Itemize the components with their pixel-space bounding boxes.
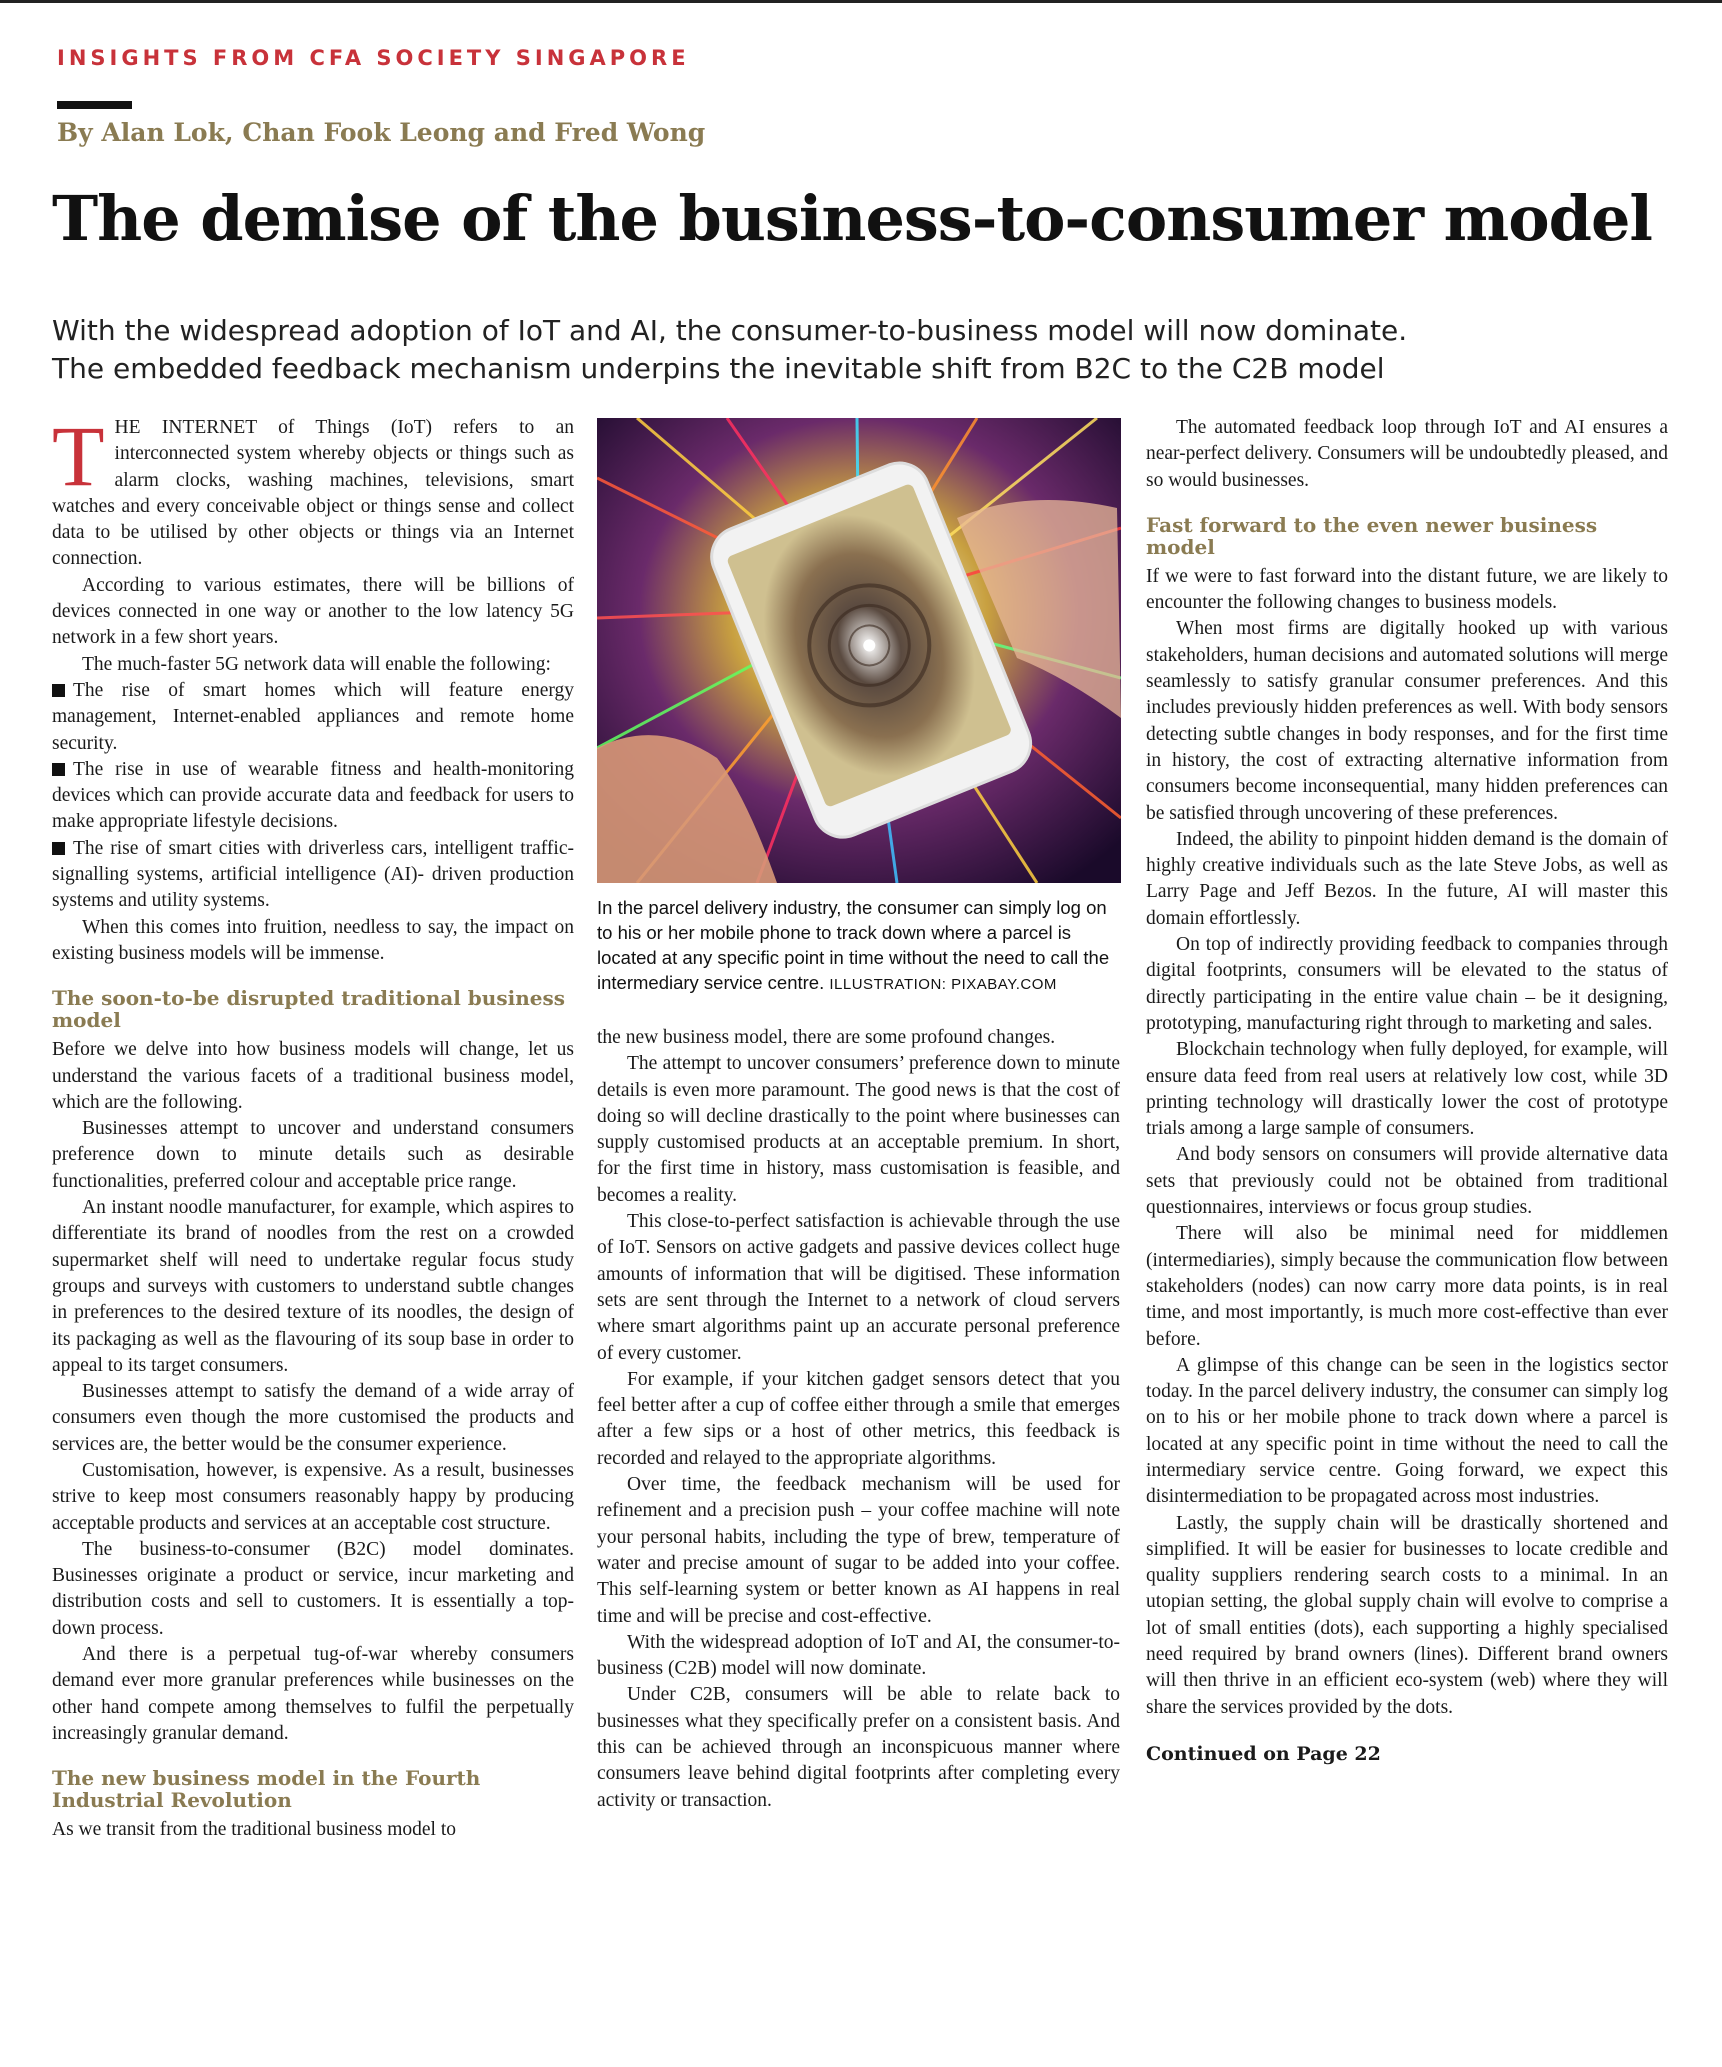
square-bullet-icon xyxy=(52,842,65,855)
subheading: Fast forward to the even newer business model xyxy=(1146,512,1598,559)
subheading: The soon-to-be disrupted traditional business model xyxy=(52,986,565,1033)
continued-on-page-link: Continued on Page 22 xyxy=(1146,1742,1381,1765)
bullet-text: The rise of smart cities with driverless cars, intelligent traffic-signalling systems, artificial intelligence (AI)- driven production systems and utility systems. xyxy=(52,837,574,912)
square-bullet-icon xyxy=(52,763,65,776)
square-bullet-icon xyxy=(52,684,65,697)
smartphone-tunnel-illustration xyxy=(597,418,1121,883)
paragraph: Indeed, the ability to pinpoint hidden demand is the domain of highly creative individuals such as the late Steve Jobs, as well as Larry Page and Jeff Bezos. In the future, AI will master this domain effortlessly. xyxy=(1146,828,1668,929)
paragraph: Customisation, however, is expensive. As a result, businesses strive to keep most consumers reasonably happy by producing acceptable products and services at an acceptable cost structure. xyxy=(52,1459,574,1534)
paragraph: The automated feedback loop through IoT and AI ensures a near-perfect delivery. Consumers will be undoubtedly pleased, and so would businesses. xyxy=(1146,417,1668,491)
bullet-text: The rise of smart homes which will feature energy management, Internet-enabled appliances and remote home security. xyxy=(52,679,574,754)
photo-credit: ILLUSTRATION: PIXABAY.COM xyxy=(829,976,1057,993)
paragraph: The much-faster 5G network data will enable the following: xyxy=(82,653,551,675)
caption-text: In the parcel delivery industry, the consumer can simply log on to his or her mobile phone to track down where a parcel is located at any specific point in time without the need to call the intermediary service centre. xyxy=(597,897,1110,993)
paragraph: There will also be minimal need for middlemen (intermediaries), simply because the communication flow between stakeholders (nodes) can now carry more data points, is in real time, and most importantly, is much more cost-effective than ever before. xyxy=(1146,1223,1668,1350)
paragraph xyxy=(52,408,574,573)
paragraph: When most firms are digitally hooked up with various stakeholders, human decisions and automated solutions will merge seamlessly to satisfy granular consumer preferences. And this includes previously hidden preferences as well. With body sensors detecting subtle changes in body responses, and for the first time in history, the cost of extracting alternative information from consumers become inconsequential, many hidden preferences can be satisfied through uncovering of these preferences. xyxy=(1146,618,1668,824)
paragraph: Under C2B, consumers will be able to relate back to businesses what they specifically prefer on a consistent basis. And this can be achieved through an inconspicuous manner where consumers leave behind digital footprints after completing every activity or transaction. xyxy=(597,1684,1120,1811)
paragraph: When this comes into fruition, needless to say, the impact on existing business models will be immense. xyxy=(52,916,574,964)
paragraph: And body sensors on consumers will provide alternative data sets that previously could not be obtained from traditional questionnaires, interviews or focus group studies. xyxy=(1146,1144,1668,1219)
paragraph: Before we delve into how business models will change, let us understand the various facets of a traditional business model, which are the following. xyxy=(52,1039,574,1113)
bullet-item xyxy=(52,757,574,836)
drop-cap: T xyxy=(52,408,105,504)
paragraph: A glimpse of this change can be seen in the logistics sector today. In the parcel delivery industry, the consumer can simply log on to his or her mobile phone to track down where a parcel is located at any specific point in time without the need to call the intermediary service centre. Going forward, we expect this disintermediation to be propagated across most industries. xyxy=(1146,1354,1668,1508)
bullet-text: The rise in use of wearable fitness and health-monitoring devices which can provide accurate data and feedback for users to make appropriate lifestyle decisions. xyxy=(52,758,574,833)
section-kicker: INSIGHTS FROM CFA SOCIETY SINGAPORE xyxy=(57,46,690,70)
article-column-2 xyxy=(597,1025,1120,1814)
standfirst xyxy=(52,312,1672,388)
paragraph: Lastly, the supply chain will be drastically shortened and simplified. It will be easier for businesses to locate credible and quality suppliers rendering search costs to a minimal. In an utopian setting, the global supply chain will evolve to comprise a lot of small entities (dots), each supporting a highly specialised need required by brand owners (lines). Different brand owners will then thrive in an efficient eco-system (web) where they will share the services provided by the dots. xyxy=(1146,1512,1668,1718)
paragraph: On top of indirectly providing feedback to companies through digital footprints, consumers will be elevated to the status of directly participating in the entire value chain – be it designing, prototyping, manufacturing right through to marketing and sales. xyxy=(1146,934,1668,1034)
article-column-3 xyxy=(1146,415,1668,1767)
article-column-1 xyxy=(52,408,574,1844)
paragraph-text: HE INTERNET of Things (IoT) refers to an interconnected system whereby objects or things such as alarm clocks, washing machines, televisions, smart watches and every conceivable object or things sense and collect data to be utilised by other objects or things via an Internet connection. xyxy=(52,417,574,570)
paragraph: Over time, the feedback mechanism will be used for refinement and a precision push – your coffee machine will note your personal habits, including the type of brew, temperature of water and precise amount of sugar to be added into your coffee. This self-learning system or better known as AI happens in real time and will be precise and cost-effective. xyxy=(597,1474,1120,1627)
paragraph: This close-to-perfect satisfaction is achievable through the use of IoT. Sensors on active gadgets and passive devices collect huge amounts of information that will be digitised. These information sets are sent through the Internet to a network of cloud servers where smart algorithms paint up an accurate personal preference of every customer. xyxy=(597,1211,1120,1364)
top-rule xyxy=(0,0,1722,3)
paragraph: Businesses attempt to satisfy the demand of a wide array of consumers even though the more customised the products and services are, the better would be the consumer experience. xyxy=(52,1381,574,1455)
paragraph: And there is a perpetual tug-of-war whereby consumers demand ever more granular preferences while businesses on the other hand compete among themselves to fulfil the perpetually increasingly granular demand. xyxy=(52,1644,574,1744)
article-illustration xyxy=(597,418,1121,883)
paragraph: With the widespread adoption of IoT and AI, the consumer-to-business (C2B) model will now dominate. xyxy=(597,1631,1120,1680)
figure-caption xyxy=(597,895,1121,997)
paragraph: the new business model, there are some profound changes. xyxy=(597,1027,1056,1048)
paragraph: According to various estimates, there will be billions of devices connected in one way or another to the low latency 5G network in a few short years. xyxy=(52,574,574,649)
paragraph: Businesses attempt to uncover and understand consumers preference down to minute details such as desirable functionalities, preferred colour and acceptable price range. xyxy=(52,1118,574,1192)
byline: By Alan Lok, Chan Fook Leong and Fred Wong xyxy=(57,118,706,147)
headline: The demise of the business-to-consumer model xyxy=(52,182,1652,255)
paragraph: The attempt to uncover consumers’ preference down to minute details is even more paramount. The good news is that the cost of doing so will decline drastically to the point where businesses can supply customised products at an acceptable premium. In short, for the first time in history, mass customisation is feasible, and becomes a reality. xyxy=(597,1053,1120,1206)
standfirst-line-2: The embedded feedback mechanism underpins the inevitable shift from B2C to the C2B model xyxy=(52,352,1385,385)
paragraph: For example, if your kitchen gadget sensors detect that you feel better after a cup of coffee either through a smile that emerges after a few sips or a host of other metrics, this feedback is recorded and relayed to the appropriate algorithms. xyxy=(597,1368,1120,1469)
byline-rule xyxy=(57,101,132,109)
paragraph: Blockchain technology when fully deployed, for example, will ensure data feed from real users at relatively low cost, while 3D printing technology will drastically lower the cost of prototype trials among a large sample of consumers. xyxy=(1146,1039,1668,1140)
standfirst-line-1: With the widespread adoption of IoT and AI, the consumer-to-business model will now dominate. xyxy=(52,314,1408,347)
paragraph: As we transit from the traditional business model to xyxy=(52,1819,457,1841)
paragraph: The business-to-consumer (B2C) model dominates. Businesses originate a product or service, incur marketing and distribution costs and sell to customers. It is essentially a top-down process. xyxy=(52,1538,574,1639)
subheading: The new business model in the Fourth Industrial Revolution xyxy=(52,1766,481,1813)
paragraph: An instant noodle manufacturer, for example, which aspires to differentiate its brand of noodles from the rest on a crowded supermarket shelf will need to undertake regular focus study groups and surveys with customers to understand subtle changes in preferences to the desired texture of its noodles, the design of its packaging as well as the flavouring of its soup base in order to appeal to its target consumers. xyxy=(52,1197,574,1376)
paragraph: If we were to fast forward into the distant future, we are likely to encounter the following changes to business models. xyxy=(1146,565,1668,614)
bullet-item xyxy=(52,836,574,915)
bullet-item xyxy=(52,678,574,757)
